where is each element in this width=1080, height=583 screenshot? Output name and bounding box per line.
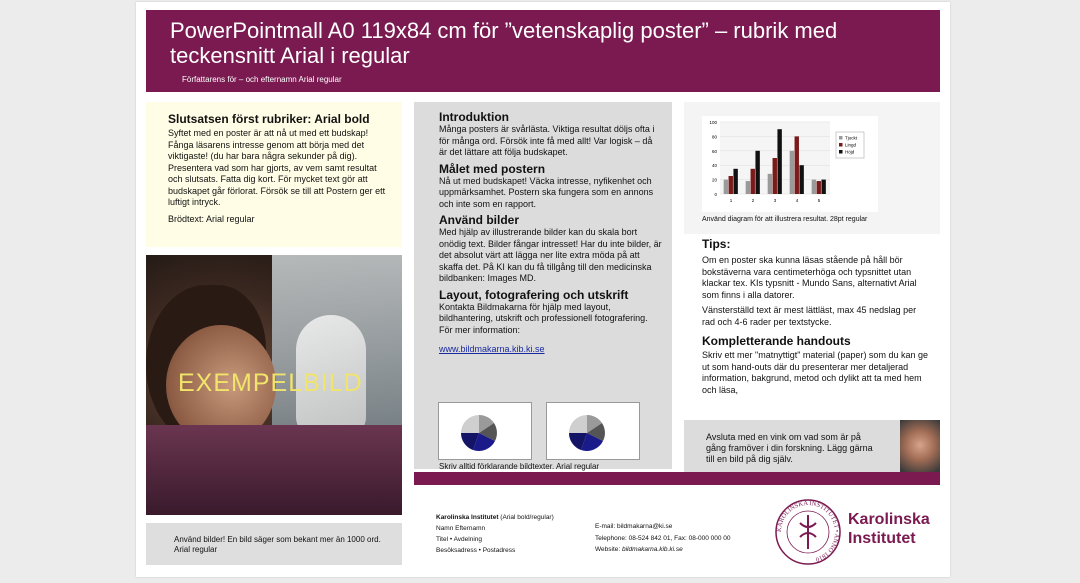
summary-body: Syftet med en poster är att nå ut med ett budskap! Fånga läsarens intresse genom att börja med det viktigaste! (du har bara några sekunder på dig). Presentera vad som har gjorts, av vem samt resultat och slutsats. Fatta dig kort. För mycket text gör att budskapet går förlorat. Försök se till att Postern ger ett luftigt intryck. (168, 128, 386, 207)
y-tick-label: 20 (711, 177, 717, 183)
bar-lingd-5 (817, 181, 821, 194)
example-photo (146, 255, 402, 515)
phone-line: Telephone: 08-524 842 01, Fax: 08-000 000 00 (595, 534, 731, 542)
footer-info (436, 512, 554, 556)
bar-tjockt-4 (790, 151, 794, 194)
bar-höjd-5 (821, 180, 825, 194)
pie-chart-1-svg (439, 403, 531, 459)
tips-heading: Tips: (702, 237, 731, 251)
section-heading: Använd bilder (439, 213, 520, 227)
bar-lingd-4 (795, 136, 799, 194)
handouts-heading: Kompletterande handouts (702, 334, 851, 348)
ki-logotype-line1: Karolinska (848, 511, 930, 528)
x-tick-label: 5 (817, 198, 821, 203)
summary-note: Brödtext: Arial regular (168, 213, 255, 224)
section-heading: Målet med postern (439, 161, 546, 176)
seal-ring-path: KAROLINSKA INSTITUTET • ANNO 1810 (775, 499, 841, 563)
closing-text: Avsluta med en vink om vad som är på gång framöver i din forskning. Lägg gärna till en bild på dig själv. (706, 432, 873, 464)
pie-charts (438, 402, 658, 462)
legend-label: Lingd (845, 142, 857, 148)
web-value[interactable]: bildmakarna.kib.ki.se (621, 546, 683, 553)
section-body: Många posters är svårlästa. Viktiga resultat döljs ofta i för många ord. Försök inte få med allt! Var logisk – då är det lättare att följa budskapet. (439, 124, 655, 157)
legend-swatch (839, 143, 843, 147)
y-tick-label: 100 (709, 120, 717, 125)
section-body: Kontakta Bildmakarna för hjälp med layout, bildhantering, utskrift och professionell fotografering. För mer information: (439, 301, 648, 335)
tips-panel (684, 234, 940, 416)
section-body: Med hjälp av illustrerande bilder kan du skala bort onödig text. Bilder fångar intresset! Har du inte bilder, är det absolut värt att lägga ner lite extra möda på att skaffa det. På KI kan du få tillgång till den medicinska bildbanken: Images MD. (439, 227, 662, 283)
footer-contact (595, 521, 731, 556)
chart-caption: Använd diagram för att illustrera resultat. 28pt regular (702, 216, 868, 223)
legend-swatch (839, 136, 843, 140)
pie-caption: Skriv alltid förklarande bildtexter. Arial regular (439, 462, 600, 471)
authors-line: Författarens för – och efternamn Arial regular (182, 75, 342, 84)
bar-höjd-2 (755, 151, 759, 194)
bildmakarna-link[interactable]: www.bildmakarna.kib.ki.se (439, 344, 545, 354)
summary-panel (146, 102, 402, 247)
middle-panel (414, 102, 672, 469)
ki-logotype-line2: Institutet (848, 530, 916, 547)
ki-logotype (848, 510, 930, 548)
photo-coat (146, 425, 402, 515)
x-tick-label: 2 (751, 198, 755, 203)
pie-chart-2-svg (547, 403, 639, 459)
bar-höjd-4 (799, 165, 803, 194)
x-tick-label: 4 (795, 198, 799, 203)
email-label: E-mail: (595, 523, 616, 530)
bar-chart (702, 116, 878, 212)
section-heading: Introduktion (439, 110, 509, 124)
x-tick-label: 1 (729, 198, 733, 203)
bar-tjockt-2 (746, 181, 750, 194)
section-body: Nå ut med budskapet! Väcka intresse, nyfikenhet och uppmärksamhet. Postern ska fungera som en annons och inte som en rapport. (439, 175, 654, 209)
footer-address: Besöksadress • Postadress (436, 547, 516, 554)
tips-paragraph: Vänsterställd text är mest lättläst, max 45 nedslag per rad och 4-6 rader per textstycke. (702, 305, 917, 327)
footer-title: Titel • Avdelning (436, 536, 482, 543)
y-tick-label: 40 (711, 163, 717, 169)
author-photo (900, 420, 940, 476)
footer-institute-font: (Arial bold/regular) (500, 514, 554, 521)
bar-lingd-3 (773, 158, 777, 194)
bar-höjd-1 (733, 169, 737, 194)
bar-tjockt-1 (724, 180, 728, 194)
pie-slice (461, 415, 479, 433)
y-tick-label: 80 (711, 134, 717, 140)
web-label: Website: (595, 546, 621, 553)
closing-panel (684, 420, 940, 478)
legend-swatch (839, 150, 843, 154)
footer-institute: Karolinska Institutet (436, 514, 499, 521)
handouts-body: Skriv ett mer "matnyttigt" material (paper) som du kan ge ut som hand-outs där du presenterar mer detaljerad information, bakgrund, metod och dylikt att ta med hem och läsa, (702, 350, 928, 395)
poster-title: PowerPointmall A0 119x84 cm för ”vetenskaplig poster” – rubrik med teckensnitt Arial i regular (170, 18, 838, 68)
bar-tjockt-3 (768, 174, 772, 194)
y-tick-label: 0 (714, 192, 717, 197)
bar-tjockt-5 (812, 180, 816, 194)
legend-label: Höjd (845, 149, 855, 155)
summary-heading: Slutsatsen först rubriker: Arial bold (168, 112, 370, 126)
pie-slice (569, 415, 587, 433)
photo-caption: Använd bilder! En bild säger som bekant mer än 1000 ord. Arial regular (146, 523, 402, 565)
email-value[interactable]: bildmakarna@ki.se (617, 523, 673, 530)
chart-panel (684, 102, 940, 234)
chart-frame (702, 116, 878, 212)
x-tick-label: 3 (773, 198, 777, 203)
tips-paragraph: Om en poster ska kunna läsas stående på håll bör bokstäverna vara centimeterhöga och typsnittet utan klackar tex. KIs typsnitt - Mundo Sans, alternativt Arial som finns i alla datorer. (702, 255, 917, 300)
footer-bar (414, 472, 940, 485)
section-heading: Layout, fotografering och utskrift (439, 287, 629, 302)
y-tick-label: 60 (711, 148, 717, 154)
pie-chart-2 (546, 402, 640, 460)
bar-höjd-3 (777, 129, 781, 194)
photo-stamp: EXEMPELBILD (178, 369, 363, 397)
legend-label: Tjockt (845, 135, 858, 141)
bar-lingd-2 (751, 169, 755, 194)
bar-lingd-1 (729, 176, 733, 194)
pie-chart-1 (438, 402, 532, 460)
footer-name: Namn Efternamn (436, 525, 486, 532)
poster (136, 2, 950, 577)
title-band (146, 10, 940, 92)
